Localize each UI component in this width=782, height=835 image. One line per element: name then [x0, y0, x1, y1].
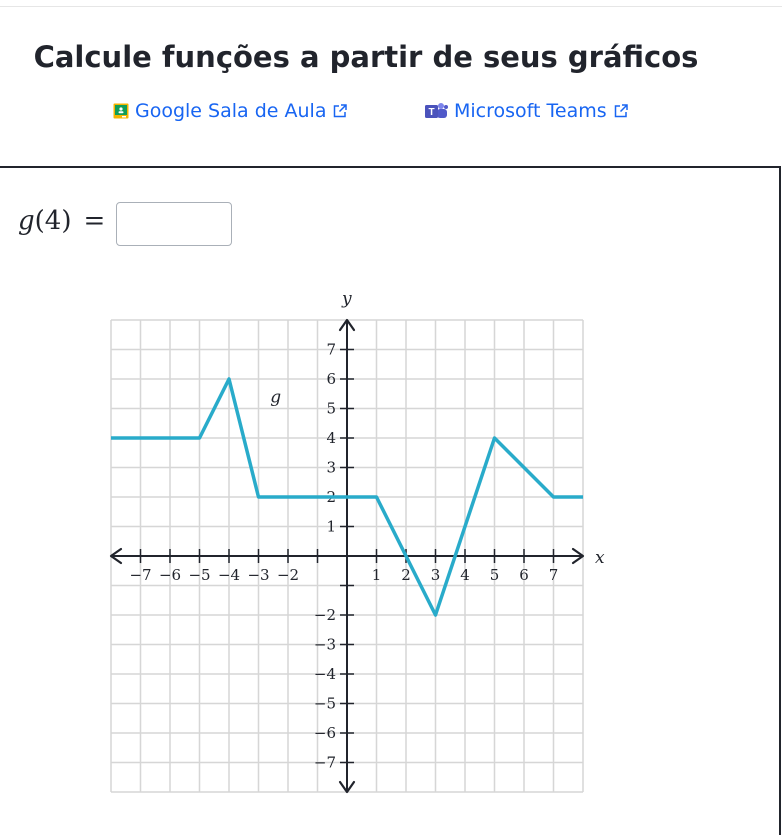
x-tick-label: −4	[217, 566, 241, 584]
function-argument: (4)	[34, 206, 72, 236]
question-expression	[18, 206, 105, 236]
share-links	[0, 100, 782, 130]
x-tick-label: 1	[371, 566, 382, 584]
y-tick-label: −2	[313, 606, 336, 624]
y-tick-label: 4	[326, 429, 336, 447]
y-tick-label: 7	[326, 340, 336, 359]
x-axis-label: x	[595, 548, 605, 568]
curve-label: g	[270, 387, 282, 408]
function-name: g	[18, 206, 35, 236]
x-tick-label: 7	[548, 566, 559, 584]
axes	[111, 320, 583, 792]
x-tick-label: −7	[129, 566, 152, 584]
external-link-icon	[613, 103, 629, 119]
x-tick-label: 6	[519, 566, 529, 584]
microsoft-teams-link[interactable]	[424, 100, 629, 122]
y-tick-label: −7	[313, 753, 336, 772]
answer-input[interactable]	[116, 202, 232, 246]
x-tick-label: 4	[460, 566, 470, 584]
y-tick-label: 1	[326, 517, 336, 536]
y-tick-label: −4	[313, 665, 336, 683]
y-tick-label: 6	[326, 370, 336, 388]
section-divider	[0, 166, 780, 168]
x-tick-label: 3	[430, 566, 441, 584]
x-tick-label: −2	[276, 566, 300, 584]
equals-sign: =	[83, 206, 106, 236]
page-title: Calcule funções a partir de seus gráficos	[33, 40, 699, 74]
microsoft-teams-icon	[424, 102, 448, 120]
y-tick-label: −6	[313, 724, 336, 742]
google-classroom-icon	[113, 103, 129, 119]
y-tick-label: −5	[313, 694, 336, 713]
x-tick-label: 2	[401, 566, 411, 584]
microsoft-teams-label: Microsoft Teams	[454, 100, 607, 122]
google-classroom-label: Google Sala de Aula	[135, 100, 327, 122]
y-tick-label: 3	[326, 458, 336, 477]
x-tick-label: −5	[188, 566, 211, 584]
y-axis-label: y	[342, 289, 352, 309]
y-tick-label: 5	[326, 399, 336, 418]
x-tick-label: −3	[247, 566, 270, 584]
tick-labels	[129, 289, 605, 772]
y-tick-label: −3	[313, 635, 336, 654]
panel-border	[779, 166, 781, 835]
top-rule	[0, 6, 782, 7]
x-tick-label: 5	[489, 566, 500, 584]
function-graph	[0, 280, 620, 800]
y-tick-label: 2	[326, 488, 336, 506]
google-classroom-link[interactable]	[113, 100, 348, 122]
external-link-icon	[332, 103, 348, 119]
svg-text:T: T	[428, 107, 435, 118]
x-tick-label: −6	[158, 566, 182, 584]
